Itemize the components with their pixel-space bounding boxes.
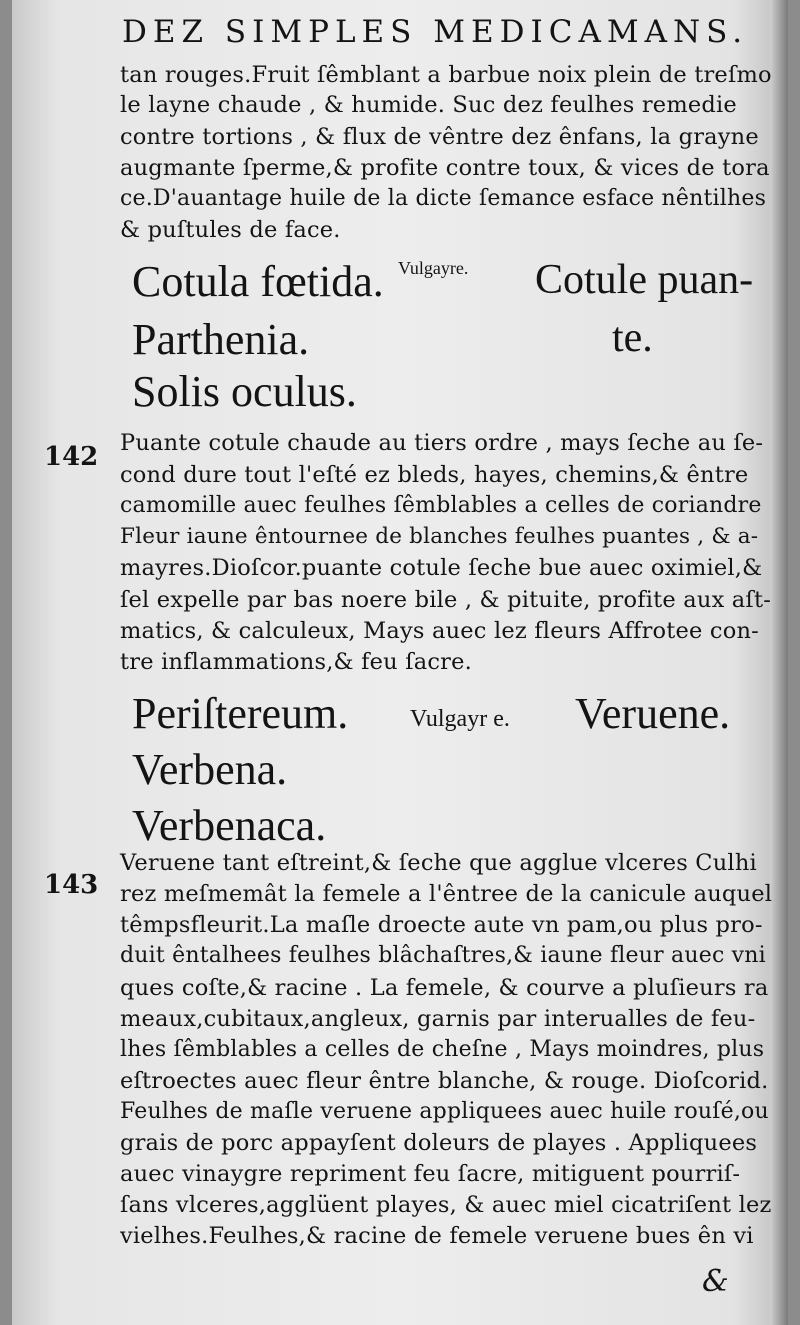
text-line: ſel expelle par bas noere bile , & pituite, profite aux aſt- bbox=[120, 587, 771, 613]
text-line: Feulhes de maſle veruene appliquees auec huile rouſé,ou bbox=[120, 1099, 769, 1124]
text-line: contre tortions , & flux de vêntre dez ênfans, la grayne bbox=[120, 124, 759, 150]
text-line: le layne chaude , & humide. Suc dez feulhes remedie bbox=[120, 92, 737, 118]
running-head: DEZ SIMPLES MEDICAMANS. bbox=[122, 14, 749, 50]
text-line: Puante cotule chaude au tiers ordre , mays ſeche au ſe- bbox=[120, 430, 764, 456]
latin-name: Verbenaca. bbox=[132, 801, 327, 850]
vulgayre-label: Vulgayr e. bbox=[410, 706, 510, 732]
latin-name: Parthenia. bbox=[132, 315, 310, 364]
latin-name: Cotula fœtida. bbox=[132, 257, 384, 306]
vernacular-name: Cotule puan- bbox=[535, 257, 754, 303]
page-edge bbox=[770, 0, 788, 1325]
text-line: meaux,cubitaux,angleux, garnis par interualles de feu- bbox=[120, 1006, 756, 1032]
text-line: têmpsfleurit.La maſle droecte aute vn pam,ou plus pro- bbox=[120, 912, 763, 938]
vulgayre-label: Vulgayre. bbox=[398, 258, 469, 278]
text-line: grais de porc appayſent doleurs de playes . Appliquees bbox=[120, 1130, 758, 1156]
text-line: mayres.Dioſcor.puante cotule ſeche bue auec oximiel,& bbox=[120, 555, 763, 581]
latin-name: Solis oculus. bbox=[132, 367, 357, 416]
margin-number: 142 bbox=[44, 442, 99, 472]
text-line: Veruene tant eſtreint,& ſeche que agglue vlceres Culhi bbox=[120, 850, 757, 876]
text-line: matics, & calculeux, Mays auec lez fleurs Affrotee con- bbox=[120, 618, 759, 644]
book-page bbox=[12, 0, 788, 1325]
text-line: duit êntalhees feulhes blâchaſtres,& iaune fleur auec vni bbox=[120, 943, 766, 968]
text-line: eſtroectes auec fleur êntre blanche, & rouge. Dioſcorid. bbox=[120, 1068, 769, 1094]
text-line: & puſtules de face. bbox=[120, 217, 341, 243]
text-line: vielhes.Feulhes,& racine de femele veruene bues ên vi bbox=[120, 1223, 754, 1249]
text-line: ce.D'auantage huile de la dicte ſemance esface nêntilhes bbox=[120, 186, 767, 211]
text-line: tre inflammations,& feu ſacre. bbox=[120, 649, 472, 675]
vernacular-name: Veruene. bbox=[575, 689, 731, 738]
catchword: & bbox=[702, 1264, 729, 1299]
text-line: auec vinaygre repriment feu ſacre, mitiguent pourriſ- bbox=[120, 1161, 741, 1187]
text-line: rez meſmemât la femele a l'êntree de la canicule auquel bbox=[120, 881, 773, 907]
text-line: ques coſte,& racine . La femele, & courve a pluſieurs ra bbox=[120, 975, 769, 1001]
text-line: augmante ſperme,& profite contre toux, & vices de tora bbox=[120, 155, 770, 181]
text-line: Fleur iaune êntournee de blanches feulhes puantes , & a- bbox=[120, 524, 759, 549]
text-line: camomille auec feulhes ſêmblables a celles de coriandre bbox=[120, 493, 762, 518]
margin-number: 143 bbox=[44, 870, 99, 900]
vernacular-name-continued: te. bbox=[612, 315, 653, 361]
latin-name: Verbena. bbox=[132, 745, 288, 794]
latin-name: Periſtereum. bbox=[132, 689, 349, 738]
text-line: cond dure tout l'eſté ez bleds, hayes, chemins,& êntre bbox=[120, 462, 749, 488]
text-line: lhes ſêmblables a celles de cheſne , Mays moindres, plus bbox=[120, 1037, 765, 1062]
text-line: ſans vlceres,agglüent playes, & auec miel cicatriſent lez bbox=[120, 1192, 772, 1218]
text-line: tan rouges.Fruit ſêmblant a barbue noix plein de treſmo bbox=[120, 62, 772, 88]
